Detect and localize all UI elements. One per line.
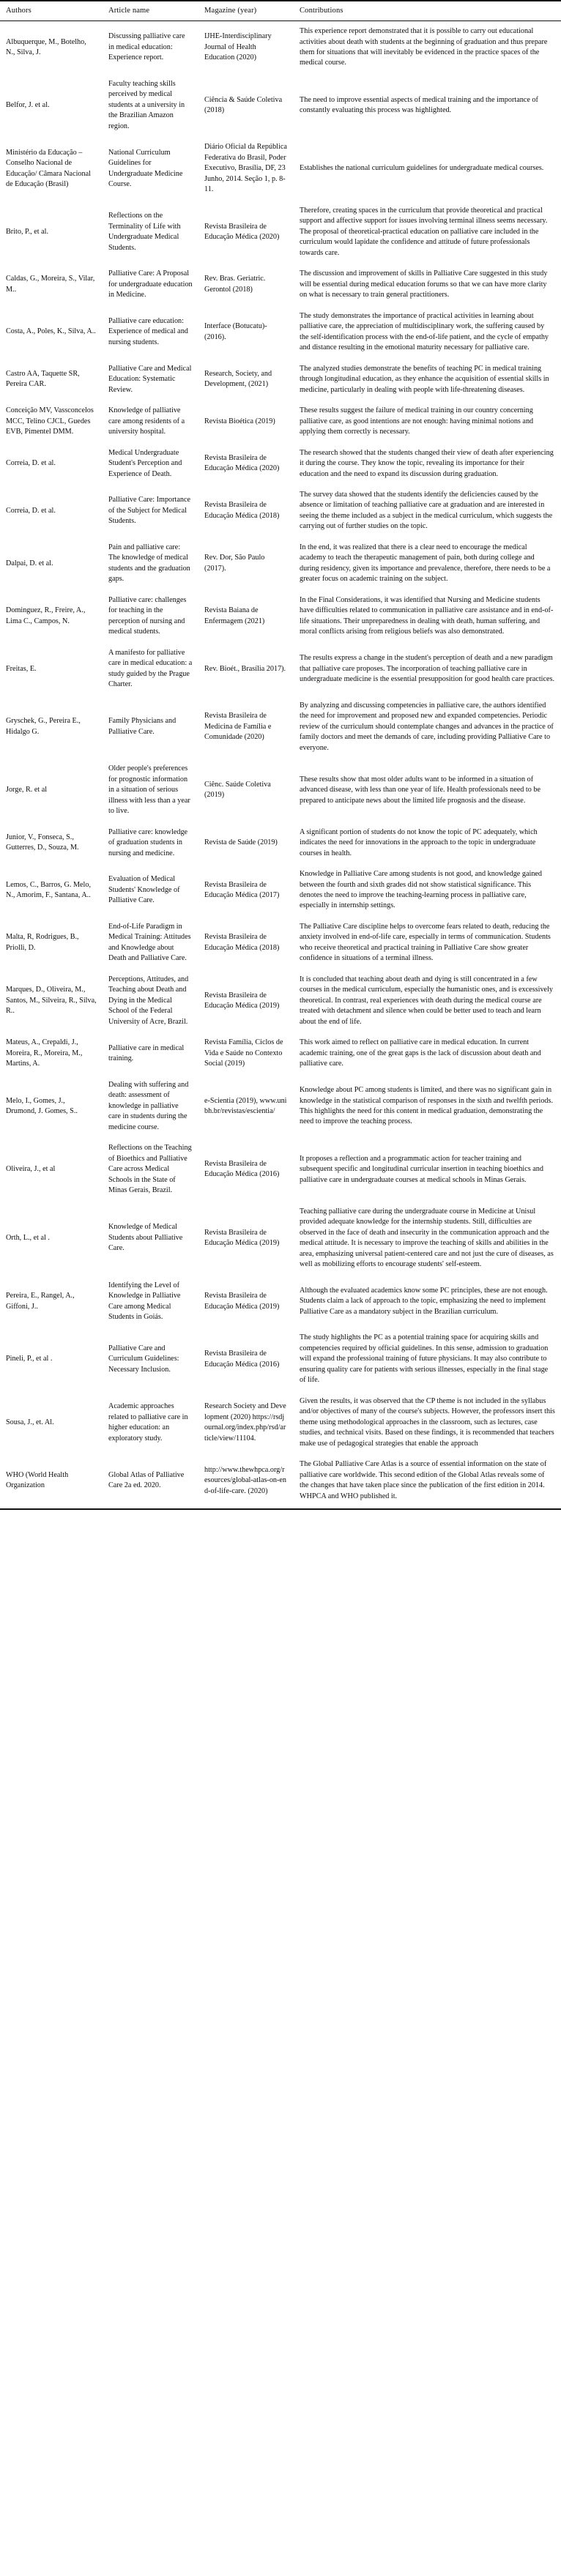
cell-authors: Pereira, E., Rangel, A., Giffoni, J..: [6, 1292, 75, 1311]
table-row: [0, 401, 561, 442]
table-row: [0, 1202, 561, 1276]
cell-authors: Caldas, G., Moreira, S., Vilar, M..: [6, 275, 95, 294]
cell-article-name: Evaluation of Medical Students' Knowledge of Palliative Care.: [108, 875, 180, 905]
table-row: [0, 1328, 561, 1391]
cell-article-name: Perceptions, Attitudes, and Teaching about Death and Dying in the Medical School of the Federal University of Acre, Brazil.: [108, 975, 189, 1026]
cell-article-name: Palliative care: knowledge of graduation students in nursing and medicine.: [108, 827, 188, 857]
cell-magazine-year: Revista Brasileira de Educação Médica (2018): [204, 933, 280, 952]
cell-article-name: Palliative Care and Curriculum Guidelines: Necessary Inclusion.: [108, 1344, 179, 1374]
cell-authors: Dalpai, D. et al.: [6, 559, 53, 567]
cell-contribution: By analyzing and discussing competencies in palliative care, the authors identified the need for improvement and proposed new and expanded competencies. Periodic review of the curriculum should contemplate changes and advances in the practice of family doctors and meet the demands of care, including providing Palliative Care to everyone.: [300, 701, 554, 752]
table-row: [0, 1075, 561, 1138]
cell-article-name: A manifesto for palliative care in medical education: a study guided by the Prague Charter.: [108, 648, 193, 689]
cell-contribution: In the Final Considerations, it was identified that Nursing and Medicine students have difficulties related to communication in palliative care assistance and in end-of-life situations. Their unpreparedness in dealing with death, human suffering, and moral conflicts arising from religious beliefs was also demonstrated.: [300, 595, 554, 636]
cell-magazine-year: Revista Brasileira de Educação Médica (2019): [204, 1292, 280, 1311]
table-row: [0, 306, 561, 359]
cell-contribution: Establishes the national curriculum guidelines for undergraduate medical courses.: [300, 164, 544, 173]
table-row: [0, 969, 561, 1032]
table-row: [0, 696, 561, 759]
cell-article-name: Reflections on the Teaching of Bioethics and Palliative Care across Medical Schools in the State of Minas Gerais, Brazil.: [108, 1144, 192, 1195]
cell-authors: Malta, R, Rodrigues, B., Priolli, D.: [6, 933, 79, 952]
cell-authors: Freitas, E.: [6, 664, 37, 673]
cell-contribution: The analyzed studies demonstrate the benefits of teaching PC in medical training through longitudinal education, as they enhance the acquisition of essential skills in medicine, particularly in dealing with people with life-threatening diseases.: [300, 364, 549, 394]
cell-magazine-year: Interface (Botucatu)-(2016).: [204, 322, 267, 341]
column-header-authors: Authors: [0, 1, 103, 21]
column-header-magazine-year: Magazine (year): [198, 1, 294, 21]
cell-contribution: The Palliative Care discipline helps to overcome fears related to death, reducing the anxiety involved in end-of-life care, especially in terms of communication. Students who receive theoretical and practical training in Palliative Care show greater confidence in situations of a terminal illness.: [300, 922, 551, 963]
cell-contribution: Therefore, creating spaces in the curriculum that provide theoretical and practical support and affective support for issues involving terminal illness seems necessary. The proposal of theoretical-practical education on palliative care included in the curriculum would lapidate the confidence and attitude of future professionals towards care.: [300, 206, 548, 257]
cell-authors: Belfor, J. et al.: [6, 100, 50, 109]
table-row: [0, 1032, 561, 1074]
table-row: [0, 1138, 561, 1201]
cell-contribution: The survey data showed that the students identify the deficiencies caused by the absence or limitation of teaching palliative care at graduation and are interested in seeing the theme included as a subject in the medical curriculum, which suggests the carrying out of further studies on the topic.: [300, 490, 553, 531]
cell-article-name: Knowledge of Medical Students about Palliative Care.: [108, 1223, 183, 1253]
cell-magazine-year: Research Society and Development (2020) https://rsdjournal.org/index.php/rsd/article/view/11104.: [204, 1402, 286, 1443]
cell-authors: Brito, P., et al.: [6, 227, 49, 236]
table-row: [0, 1391, 561, 1454]
cell-article-name: Reflections on the Terminality of Life with Undergraduate Medical Students.: [108, 212, 181, 252]
cell-contribution: The research showed that the students changed their view of death after experiencing it during the course. They know the topic, revealing its importance for their education and the need to expand its discussion during graduation.: [300, 448, 554, 478]
cell-article-name: Palliative Care: A Proposal for undergraduate education in Medicine.: [108, 269, 193, 299]
cell-authors: Sousa, J., et. Al.: [6, 1418, 54, 1426]
column-header-contributions: Contributions: [294, 1, 561, 21]
table-row: [0, 917, 561, 969]
cell-contribution: A significant portion of students do not know the topic of PC adequately, which indicates the need for innovations in the approach to the topic in undergraduate courses in health.: [300, 827, 538, 857]
table-header-row: [0, 1, 561, 21]
cell-magazine-year: Ciência & Saúde Coletiva (2018): [204, 95, 283, 115]
table-body: [0, 21, 561, 1510]
cell-contribution: The discussion and improvement of skills in Palliative Care suggested in this study will be essential during medical education forums so that we can have more clarity on what is necessary to train general practitioners.: [300, 269, 548, 299]
cell-magazine-year: Revista Brasileira de Educação Médica (2019): [204, 991, 280, 1010]
cell-magazine-year: Revista Brasileira de Educação Médica (2019): [204, 1228, 280, 1248]
cell-magazine-year: Revista Baiana de Enfermagem (2021): [204, 606, 265, 625]
cell-contribution: The study highlights the PC as a potential training space for acquiring skills and competencies required by official guidelines. In this sense, admission to graduation will expand the professional training of future physicians. It may also contribute to ensuring quality care for patients with serious illnesses, especially in the final stage of life.: [300, 1333, 549, 1385]
table-row: [0, 590, 561, 643]
table-header: [0, 1, 561, 21]
cell-article-name: Palliative care: challenges for teaching in the perception of nursing and medical students.: [108, 595, 187, 636]
table-row: [0, 137, 561, 200]
cell-article-name: Palliative care education: Experience of medical and nursing students.: [108, 316, 188, 346]
cell-authors: Jorge, R. et al: [6, 786, 48, 794]
table-row: [0, 359, 561, 401]
cell-authors: Marques, D., Oliveira, M., Santos, M., Silveira, R., Silva, R..: [6, 986, 97, 1016]
cell-magazine-year: Revista Bioética (2019): [204, 417, 275, 425]
cell-authors: Correia, D. et al.: [6, 506, 56, 515]
table-row: [0, 74, 561, 137]
cell-authors: Conceição MV, Vassconcelos MCC, Telino CJCL, Guedes EVB, Pimentel DMM.: [6, 406, 94, 436]
cell-authors: Orth, L., et al .: [6, 1233, 50, 1242]
cell-magazine-year: Revista Brasileira de Educação Médica (2020): [204, 453, 280, 473]
cell-authors: Castro AA, Taquette SR, Pereira CAR.: [6, 369, 80, 389]
cell-article-name: National Curriculum Guidelines for Undergraduate Medicine Course.: [108, 148, 183, 189]
cell-contribution: The Global Palliative Care Atlas is a source of essential information on the state of palliative care worldwide. This second edition of the Global Atlas reveals some of the changes that have taken place since the publication of the first edition in 2014. WHPCA and WHO published it.: [294, 1454, 561, 1509]
cell-authors: Melo, I., Gomes, J., Drumond, J. Gomes, S..: [6, 1096, 78, 1115]
cell-magazine-year: Revista Família, Ciclos de Vida e Saúde no Contexto Social (2019): [204, 1038, 283, 1068]
cell-authors: Pineli, P., et al .: [6, 1355, 53, 1363]
cell-article-name: Palliative Care: Importance of the Subject for Medical Students.: [108, 496, 191, 526]
cell-authors: Albuquerque, M., Botelho, N., Silva, J.: [6, 37, 86, 56]
cell-article-name: Faculty teaching skills perceived by medical students at a university in the Brazilian Amazon region.: [108, 79, 185, 130]
cell-article-name: Dealing with suffering and death: assessment of knowledge in palliative care in students during the medicine course.: [108, 1080, 189, 1131]
cell-contribution: The need to improve essential aspects of medical training and the importance of constantly evaluating this process was highlighted.: [300, 95, 538, 115]
table-row: [0, 759, 561, 822]
cell-contribution: Teaching palliative care during the undergraduate course in Medicine at Unisul provided adequate knowledge for the internship students. Still, difficulties are observed in the face of death and insecurity in the communication approach and the medical attitude. It is necessary to improve the teaching of skills and abilities in the area, emphasizing universal patient-centered care and not just the cure of diseases, as well as mobilizing efforts to encourage students' self-esteem.: [300, 1207, 554, 1269]
cell-authors: Dominguez, R., Freire, A., Lima C., Campos, N.: [6, 606, 86, 625]
cell-article-name: Academic approaches related to palliative care in higher education: an exploratory study.: [108, 1402, 188, 1443]
cell-magazine-year: Revista de Saúde (2019): [204, 838, 278, 847]
cell-contribution: Knowledge in Palliative Care among students is not good, and knowledge gained between the fourth and sixth grades did not show statistical significance. This denotes the need to improve the teaching-learning process in palliative care, especially in internship settings.: [300, 870, 543, 910]
cell-article-name: Palliative Care and Medical Education: Systematic Review.: [108, 364, 192, 394]
cell-authors: Ministério da Educação – Conselho Nacional de Educação/ Câmara Nacional de Educação (Brasil): [6, 148, 91, 189]
cell-authors: Lemos, C., Barros, G. Melo, N., Amorim, F., Santana, A..: [6, 880, 92, 899]
cell-article-name: Knowledge of palliative care among residents of a university hospital.: [108, 406, 185, 436]
cell-magazine-year: e-Scientia (2019), www.unibh.br/revistas/escientia/: [204, 1096, 287, 1115]
cell-authors: Junior, V., Fonseca, S., Gutterres, D., Souza, M.: [6, 833, 79, 852]
cell-magazine-year: Revista Brasileira de Medicina de Família e Comunidade (2020): [204, 712, 272, 742]
cell-magazine-year: Revista Brasileira de Educação Médica (2016): [204, 1350, 280, 1369]
cell-contribution: This experience report demonstrated that it is possible to carry out educational activities about death with students at the beginning of graduation and thus prepare them for situations that will inevitably be evidenced in the practice spaces of the medical course.: [300, 27, 548, 67]
cell-magazine-year: Rev. Bioét., Brasília 2017).: [204, 664, 286, 673]
cell-contribution: Given the results, it was observed that the CP theme is not included in the syllabus and/or objectives of many of the course's subjects. However, the professors insert this theme using methodological approaches in the classroom, such as lectures, case studies, and technical visits. Based on these findings, it is recommended that teachers make use of pedagogical strategies that enable the approach: [300, 1396, 555, 1448]
cell-article-name: Palliative care in medical training.: [108, 1043, 185, 1063]
cell-authors: Gryschek, G., Pereira E., Hidalgo G.: [6, 717, 81, 736]
cell-article-name: Older people's preferences for prognostic information in a situation of serious illness with less than a year to live.: [108, 764, 190, 816]
cell-authors: Oliveira, J., et al: [6, 1165, 56, 1174]
cell-authors: Correia, D. et al.: [6, 459, 56, 468]
cell-magazine-year: Revista Brasileira de Educação Médica (2017): [204, 880, 280, 899]
cell-authors: Mateus, A., Crepaldi, J., Moreira, R., Moreira, M., Martins, A.: [6, 1038, 83, 1068]
cell-article-name: End-of-Life Paradigm in Medical Training: Attitudes and Knowledge about Death and Palliative Care.: [108, 922, 191, 963]
cell-magazine-year: Revista Brasileira de Educação Médica (2016): [204, 1159, 280, 1179]
table-row: [0, 201, 561, 264]
table-row: [0, 443, 561, 485]
table-row: [0, 264, 561, 305]
cell-article-name: Medical Undergraduate Student's Perception and Experience of Death.: [108, 448, 182, 478]
cell-contribution: This work aimed to reflect on palliative care in medical education. In current academic training, one of the great gaps is the lack of discussion about death and palliative care.: [300, 1038, 541, 1068]
cell-contribution: Although the evaluated academics know some PC principles, these are not enough. Students claim a lack of approach to the topic, emphasizing the need to implement Palliative Care as a mandatory subject in the Brazilian curriculum.: [300, 1286, 548, 1316]
cell-contribution: Knowledge about PC among students is limited, and there was no significant gain in knowledge in the statistical comparison of responses in the sixth and twelfth periods. This highlights the need for this content in medical graduation, demonstrating the need to improve the teaching process.: [300, 1086, 554, 1126]
cell-article-name: Family Physicians and Palliative Care.: [108, 717, 177, 736]
cell-magazine-year: Ciênc. Saúde Coletiva (2019): [204, 780, 271, 800]
cell-contribution: These results suggest the failure of medical training in our country concerning palliative care, as good intentions are not enough: having minimal notions and applying them correctly is necessary.: [300, 406, 534, 436]
cell-magazine-year: Rev. Dor, São Paulo (2017).: [204, 554, 265, 573]
table-row: [0, 537, 561, 590]
table-row: [0, 1454, 561, 1509]
cell-magazine-year: Revista Brasileira de Educação Médica (2020): [204, 222, 280, 242]
cell-magazine-year: http://www.thewhpca.org/resources/global-atlas-on-end-of-life-care. (2020): [198, 1454, 294, 1509]
cell-article-name: Pain and palliative care: The knowledge of medical students and the graduation gaps.: [108, 543, 190, 584]
cell-contribution: The results express a change in the student's perception of death and a new paradigm that palliative care proposes. The incorporation of teaching palliative care in undergraduate medicine is the essential presupposition for good health care practices.: [300, 654, 555, 683]
table-row: [0, 485, 561, 537]
table-row: [0, 822, 561, 864]
cell-magazine-year: Revista Brasileira de Educação Médica (2018): [204, 501, 280, 520]
cell-article-name: Discussing palliative care in medical education: Experience report.: [108, 32, 185, 62]
table-row: [0, 864, 561, 917]
cell-article-name: Identifying the Level of Knowledge in Palliative Care among Medical Students in Goiás.: [108, 1281, 181, 1321]
cell-authors: WHO (World Health Organization: [0, 1454, 103, 1509]
cell-contribution: These results show that most older adults want to be informed in a situation of advanced disease, with less than one year of life. Health professionals need to be prepared to anticipate news about the limited life prognosis and the disease.: [300, 775, 540, 805]
column-header-article-name: Article name: [103, 1, 198, 21]
cell-contribution: It is concluded that teaching about death and dying is still concentrated in a few courses in the medical curriculum, especially the humanistic ones, and is excessively theoretical. In contrast, real experiences with death during the medical course are treated with detachment and silence when could be better used to teach and learn about the end of life.: [300, 975, 553, 1026]
cell-article-name: Global Atlas of Palliative Care 2a ed. 2020.: [103, 1454, 198, 1509]
cell-contribution: The study demonstrates the importance of practical activities in learning about palliative care, the appreciation of multidisciplinary work, the suffering caused by the self-identification process with the end-of-life patient, and the cycle of empathy and distance resulting in the emotional maturity necessary for palliative care.: [300, 311, 549, 352]
cell-magazine-year: Diário Oficial da República Federativa do Brasil, Poder Executivo, Brasília, DF, 23 Junho, 2014. Seção 1, p. 8-11.: [204, 143, 287, 194]
table-row: [0, 643, 561, 696]
cell-magazine-year: Rev. Bras. Geriatric. Gerontol (2018): [204, 275, 266, 294]
cell-magazine-year: Research, Society, and Development, (2021): [204, 369, 272, 389]
cell-contribution: In the end, it was realized that there is a clear need to encourage the medical academy to teach the therapeutic management of pain, both during college and during residency, given its importance and prevalence, therefore, there needs to be a greater focus on academic training on the subject.: [300, 543, 551, 584]
cell-magazine-year: IJHE-Interdisciplinary Journal of Health Education (2020): [204, 32, 272, 62]
table-row: [0, 1276, 561, 1328]
table-row: [0, 21, 561, 74]
cell-contribution: It proposes a reflection and a programmatic action for teacher training and subsequent specific and longitudinal curricular insertion in teaching bioethics and palliative care in undergraduate courses at medical schools in Minas Gerais.: [300, 1154, 543, 1184]
cell-authors: Costa, A., Poles, K., Silva, A..: [6, 327, 96, 336]
